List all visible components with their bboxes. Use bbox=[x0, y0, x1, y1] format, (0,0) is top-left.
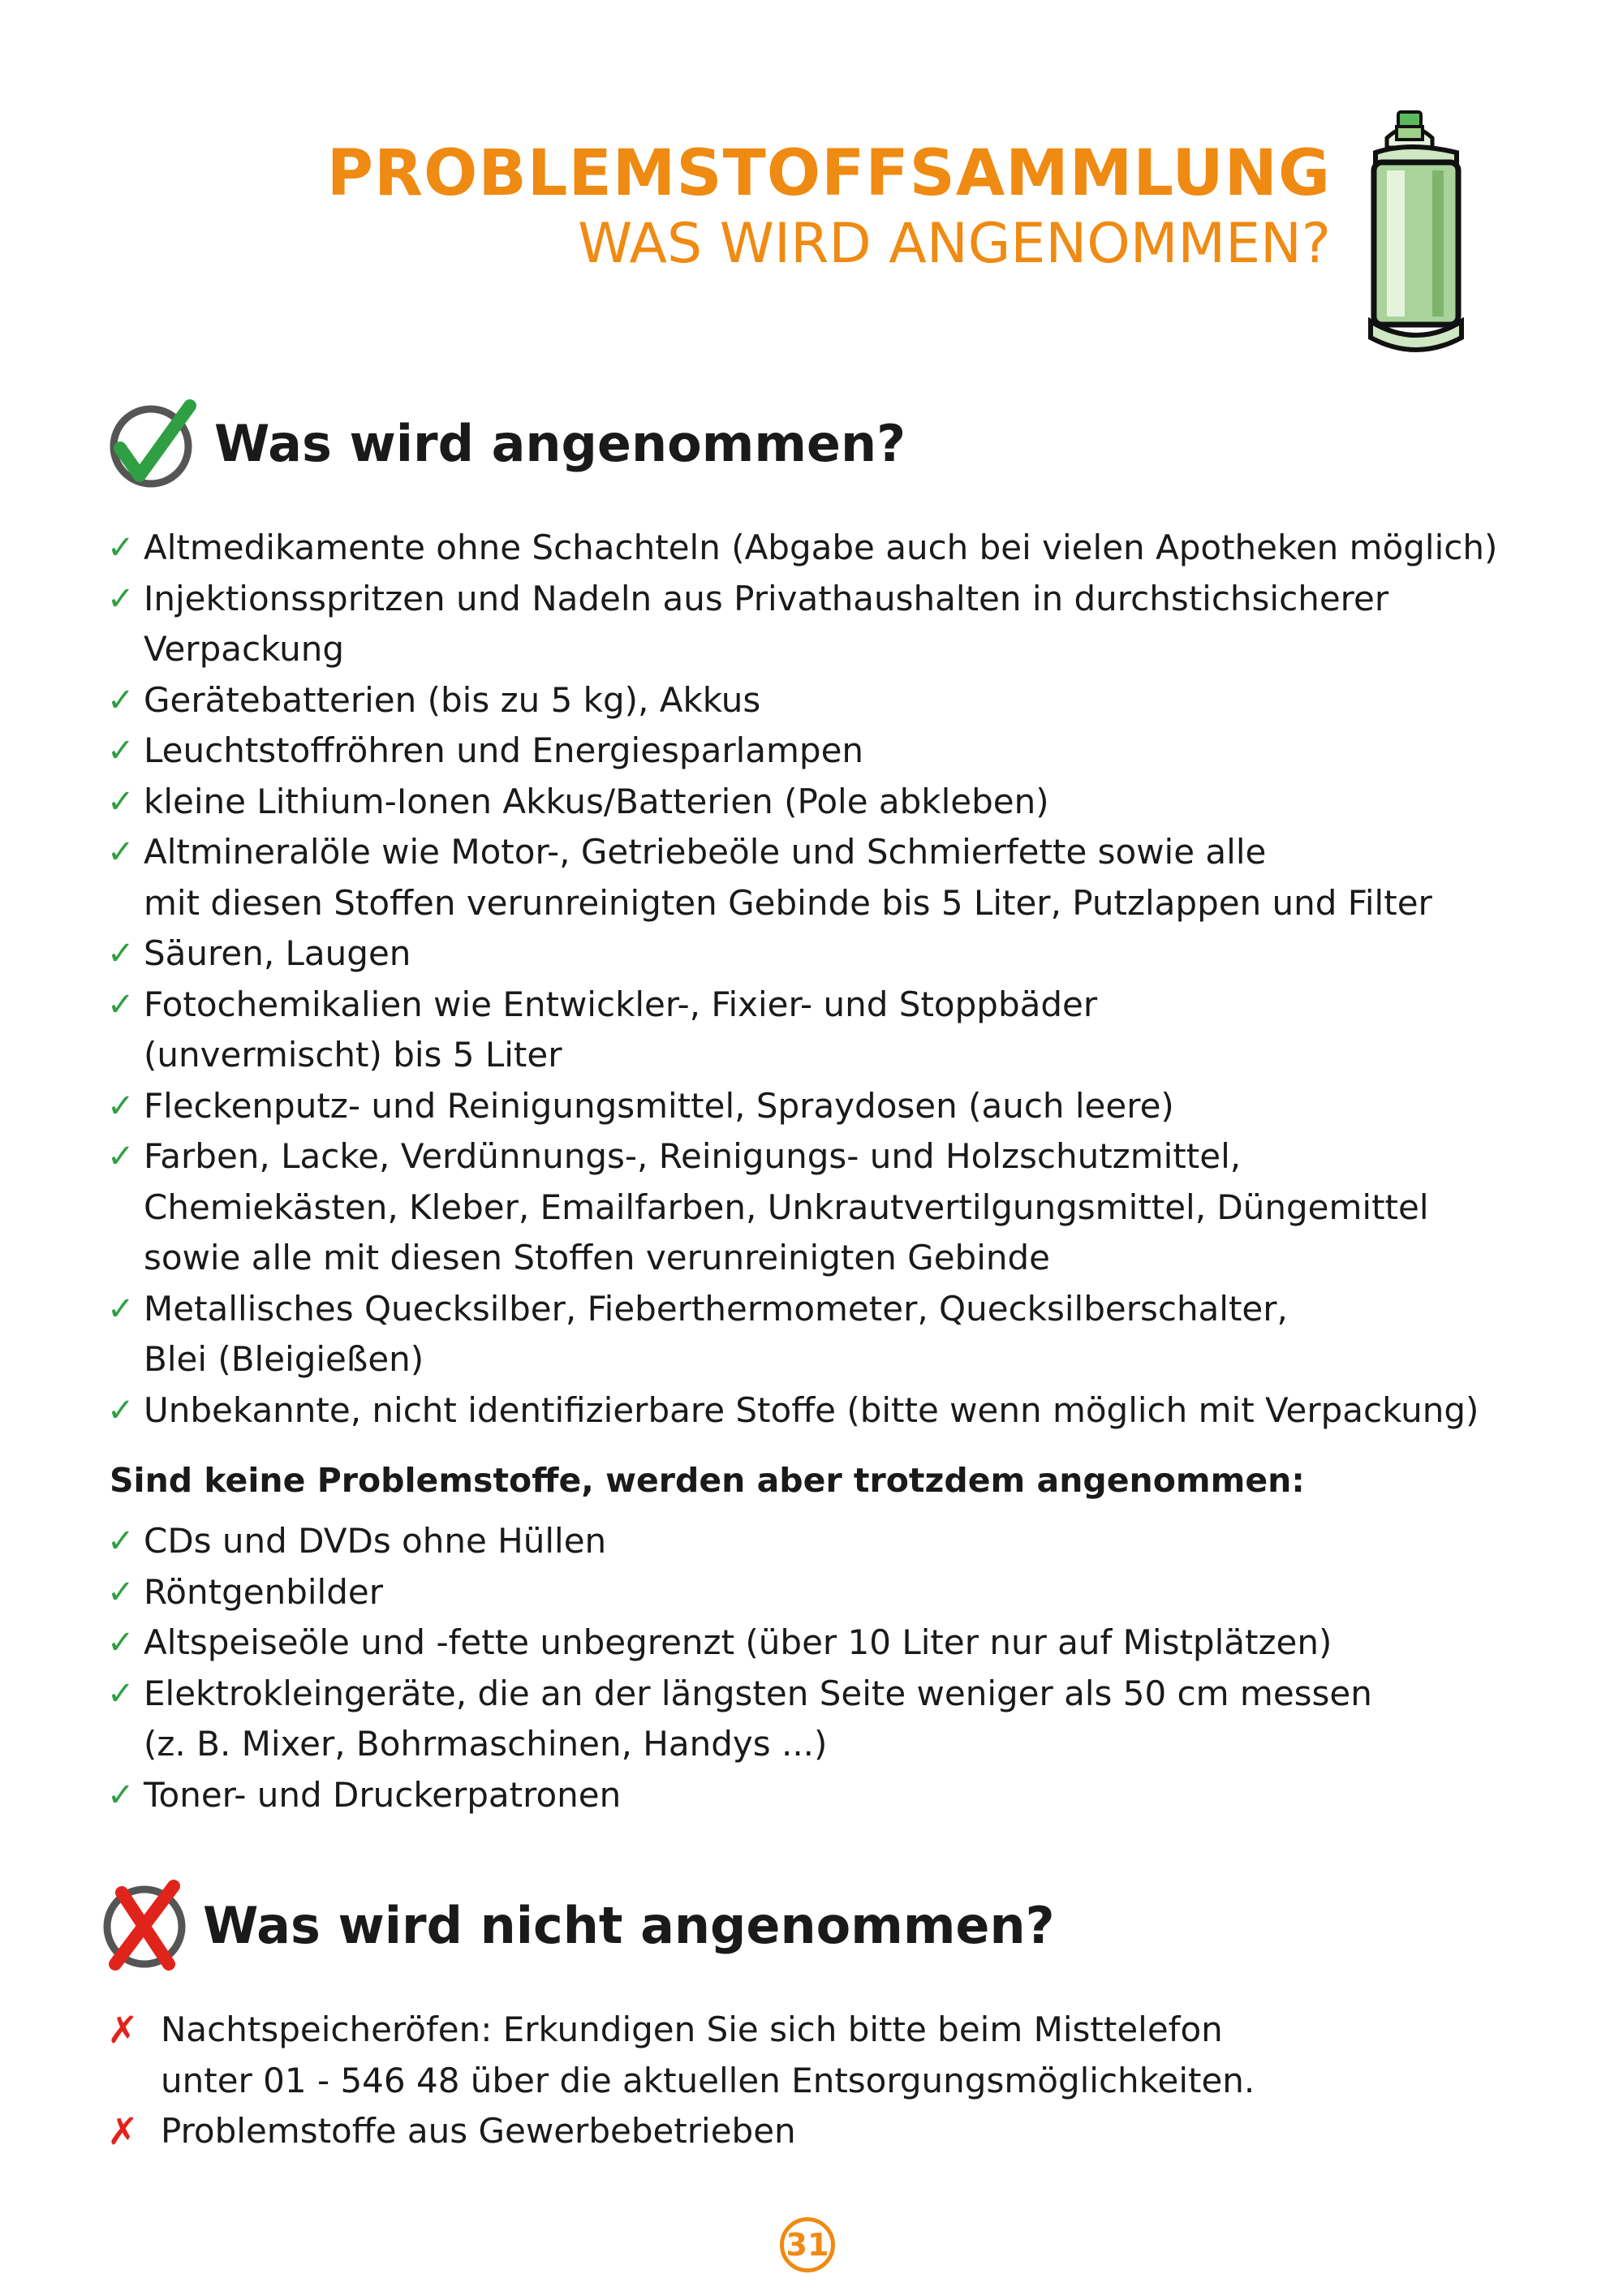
list-item: ✗ Problemstoffe aus Gewerbebetrieben bbox=[107, 2106, 1255, 2157]
accepted-title: Was wird angenommen? bbox=[214, 413, 906, 473]
check-circle-icon bbox=[105, 398, 196, 489]
checkmark-icon: ✓ bbox=[107, 529, 135, 566]
list-item: ✓ Altmedikamente ohne Schachteln (Abgabe auch bei vielen Apotheken möglich) bbox=[107, 523, 1497, 574]
list-item: ✓ Farben, Lacke, Verdünnungs-, Reinigungs- und Holzschutzmittel, Chemiekästen, Kleber, Emailfarben, Unkrautvertilgungsmittel, Düngemittel sowie alle mit diesen Stoffen verunreinigten Gebinde bbox=[107, 1131, 1497, 1284]
list-item: ✓ Röntgenbilder bbox=[107, 1567, 1372, 1618]
list-item: ✓ Elektrokleingeräte, die an der längsten Seite weniger als 50 cm messen (z. B. Mixer, Bohrmaschinen, Handys ...) bbox=[107, 1669, 1372, 1770]
list-item: ✓ Altmineralöle wie Motor-, Getriebeöle und Schmierfette sowie alle mit diesen Stoffen verunreinigten Gebinde bis 5 Liter, Putzlappen und Filter bbox=[107, 827, 1497, 928]
also-accepted-heading: Sind keine Problemstoffe, werden aber trotzdem angenommen: bbox=[110, 1461, 1305, 1500]
list-item: ✓ Fotochemikalien wie Entwickler-, Fixier- und Stoppbäder (unvermischt) bis 5 Liter bbox=[107, 980, 1497, 1081]
checkmark-icon: ✓ bbox=[107, 681, 135, 719]
checkmark-icon: ✓ bbox=[107, 1087, 135, 1125]
list-item: ✓ Altspeiseöle und -fette unbegrenzt (über 10 Liter nur auf Mistplätzen) bbox=[107, 1618, 1372, 1669]
cross-icon: ✗ bbox=[107, 2109, 139, 2153]
checkmark-icon: ✓ bbox=[107, 985, 135, 1023]
rejected-list bbox=[107, 2005, 1255, 2157]
list-item: ✓ Leuchtstoffröhren und Energiesparlampen bbox=[107, 726, 1497, 777]
checkmark-icon: ✓ bbox=[107, 834, 135, 871]
checkmark-icon: ✓ bbox=[107, 1391, 135, 1429]
list-item: ✓ Injektionsspritzen und Nadeln aus Privathaushalten in durchstichsicherer Verpackung bbox=[107, 574, 1497, 675]
list-item: ✓ Säuren, Laugen bbox=[107, 928, 1497, 980]
list-item: ✓ Fleckenputz- und Reinigungsmittel, Spraydosen (auch leere) bbox=[107, 1081, 1497, 1132]
accepted-heading bbox=[105, 398, 906, 489]
checkmark-icon: ✓ bbox=[107, 1290, 135, 1328]
page-number: 31 bbox=[780, 2217, 835, 2272]
checkmark-icon: ✓ bbox=[107, 1573, 135, 1611]
page-title: PROBLEMSTOFFSAMMLUNG bbox=[326, 137, 1331, 210]
checkmark-icon: ✓ bbox=[107, 1674, 135, 1712]
also-accepted-list bbox=[107, 1516, 1372, 1820]
list-item: ✓ Gerätebatterien (bis zu 5 kg), Akkus bbox=[107, 675, 1497, 726]
accepted-list bbox=[107, 523, 1497, 1436]
cross-circle-icon bbox=[99, 1880, 190, 1971]
list-item: ✗ Nachtspeicheröfen: Erkundigen Sie sich bitte beim Misttelefon unter 01 - 546 48 über die aktuellen Entsorgungsmöglichkeiten. bbox=[107, 2005, 1255, 2106]
checkmark-icon: ✓ bbox=[107, 782, 135, 821]
list-item: ✓ Toner- und Druckerpatronen bbox=[107, 1770, 1372, 1821]
list-item: ✓ CDs und DVDs ohne Hüllen bbox=[107, 1516, 1372, 1567]
checkmark-icon: ✓ bbox=[107, 1776, 135, 1814]
checkmark-icon: ✓ bbox=[107, 1523, 135, 1560]
checkmark-icon: ✓ bbox=[107, 1624, 135, 1661]
list-item: ✓ Metallisches Quecksilber, Fieberthermometer, Quecksilberschalter, Blei (Bleigießen) bbox=[107, 1284, 1497, 1385]
checkmark-icon: ✓ bbox=[107, 579, 135, 618]
list-item: ✓ Unbekannte, nicht identifizierbare Stoffe (bitte wenn möglich mit Verpackung) bbox=[107, 1385, 1497, 1437]
page-subtitle: WAS WIRD ANGENOMMEN? bbox=[577, 212, 1331, 276]
spray-can-icon bbox=[1351, 106, 1481, 357]
checkmark-icon: ✓ bbox=[107, 732, 135, 769]
list-item: ✓ kleine Lithium-Ionen Akkus/Batterien (Pole abkleben) bbox=[107, 777, 1497, 828]
checkmark-icon: ✓ bbox=[107, 1138, 135, 1175]
rejected-heading bbox=[99, 1880, 1055, 1971]
rejected-title: Was wird nicht angenommen? bbox=[203, 1895, 1055, 1955]
page-header bbox=[326, 137, 1331, 276]
checkmark-icon: ✓ bbox=[107, 935, 135, 972]
cross-icon: ✗ bbox=[107, 2008, 139, 2052]
